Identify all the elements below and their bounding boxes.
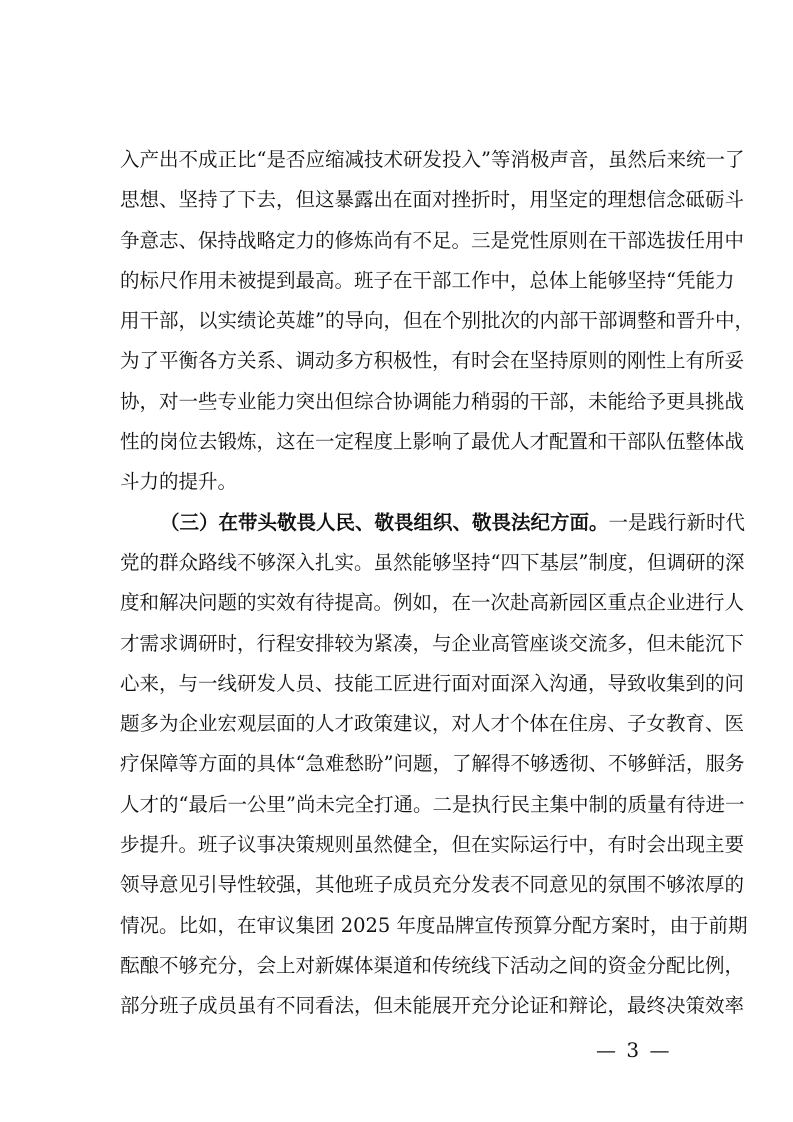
- text-line: 题多为企业宏观层面的人才政策建议，对人才个体在住房、子女教育、医: [120, 712, 745, 736]
- text-line: 疗保障等方面的具体“急难愁盼”问题，了解得不够透彻、不够鲜活，服务: [120, 752, 745, 776]
- text-line: 步提升。班子议事决策规则虽然健全，但在实际运行中，有时会出现主要: [120, 833, 745, 857]
- paragraph-2: [120, 503, 748, 1027]
- text-line: 的标尺作用未被提到最高。班子在干部工作中，总体上能够坚持“凭能力: [120, 268, 735, 292]
- text-line: 领导意见引导性较强，其他班子成员充分发表不同意见的氛围不够浓厚的: [120, 873, 745, 897]
- text-line: 部分班子成员虽有不同看法，但未能展开充分论证和辩论，最终决策效率: [120, 994, 745, 1018]
- text-line: 争意志、保持战略定力的修炼尚有不足。三是党性原则在干部选拔任用中: [120, 228, 745, 252]
- text-line: 用干部，以实绩论英雄”的导向，但在个别批次的内部干部调整和晋升中，: [120, 309, 754, 333]
- text-line: 情况。比如，在审议集团 2025 年度品牌宣传预算分配方案时，由于前期: [120, 913, 748, 937]
- document-body: [120, 140, 754, 1027]
- page-number: — 3 —: [596, 1038, 672, 1062]
- text-line: 才需求调研时，行程安排较为紧凑，与企业高管座谈交流多，但未能沉下: [120, 631, 745, 655]
- text-line: 性的岗位去锻炼，这在一定程度上影响了最优人才配置和干部队伍整体战: [120, 430, 745, 454]
- text-line: 斗力的提升。: [120, 470, 238, 494]
- section-heading-line: [120, 503, 746, 543]
- text-line: 党的群众路线不够深入扎实。虽然能够坚持“四下基层”制度，但调研的深: [120, 550, 745, 574]
- text-line: 入产出不成正比“是否应缩减技术研发投入”等消极声音，虽然后来统一了: [120, 148, 745, 171]
- section-heading: （三）在带头敬畏人民、敬畏组织、敬畏法纪方面。: [160, 510, 609, 534]
- text-span: 一是践行新时代: [608, 510, 746, 534]
- text-line: 协，对一些专业能力突出但综合协调能力稍弱的干部，未能给予更具挑战: [120, 389, 745, 413]
- text-line: 为了平衡各方关系、调动多方积极性，有时会在坚持原则的刚性上有所妥: [120, 349, 745, 373]
- text-line: 度和解决问题的实效有待提高。例如，在一次赴高新园区重点企业进行人: [120, 591, 745, 615]
- text-line: 人才的“最后一公里”尚未完全打通。二是执行民主集中制的质量有待进一: [120, 792, 745, 816]
- text-line: 酝酿不够充分，会上对新媒体渠道和传统线下活动之间的资金分配比例，: [120, 953, 745, 977]
- text-line: 思想、坚持了下去，但这暴露出在面对挫折时，用坚定的理想信念砥砺斗: [120, 188, 745, 212]
- text-line: 心来，与一线研发人员、技能工匠进行面对面深入沟通，导致收集到的问: [120, 671, 745, 695]
- paragraph-1: [120, 140, 754, 503]
